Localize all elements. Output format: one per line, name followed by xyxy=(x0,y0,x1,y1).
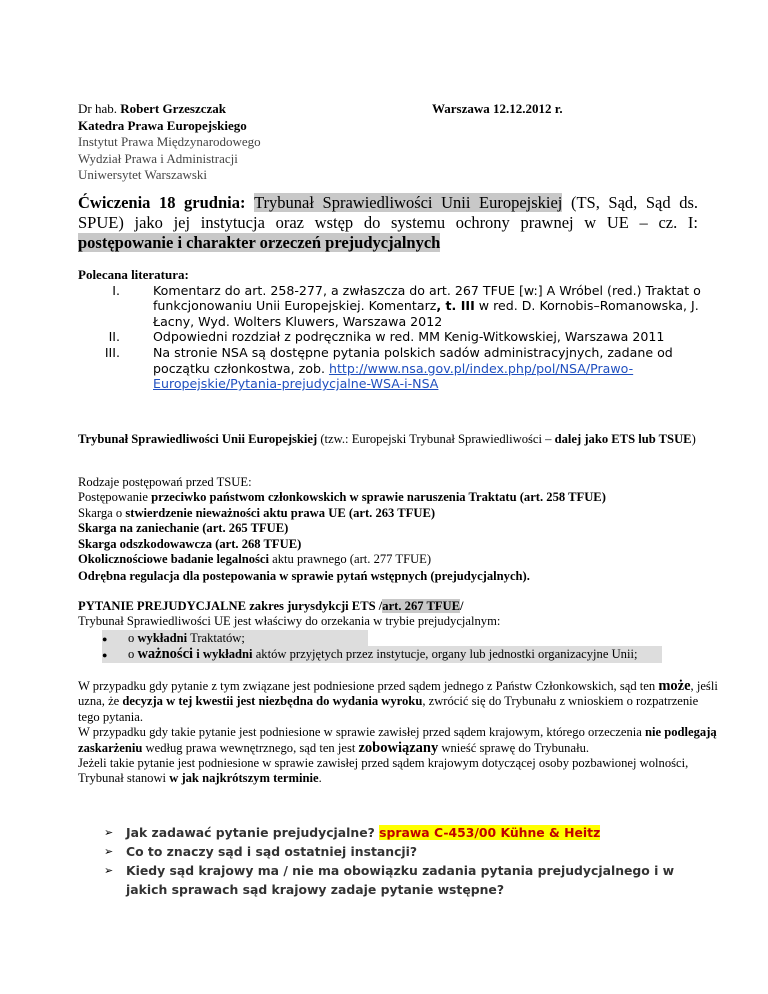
item-text: Komentarz do art. 258-277, a zwłaszcza do art. 267 TFUE [w:] A Wróbel (red.) Traktat o funkcjonowaniu Unii Europejskiej. Komentarz xyxy=(153,282,701,314)
text: W przypadku gdy takie pytanie jest podniesione w sprawie zawisłej przed sądem krajowym, którego orzeczenia xyxy=(78,725,645,740)
arrow-bullet-icon: ➢ xyxy=(104,826,114,839)
text-bold: przeciwko państwom członkowskich w sprawie naruszenia Traktatu (art. 258 TFUE) xyxy=(151,490,606,505)
court-definition xyxy=(78,432,718,447)
text-bold: stwierdzenie nieważności aktu prawa UE (art. 263 TFUE) xyxy=(125,505,436,520)
title-lead: Ćwiczenia 18 grudnia: xyxy=(78,193,255,212)
text-bold: może xyxy=(658,678,691,694)
text: i xyxy=(193,647,203,662)
item-number: I. xyxy=(112,282,120,298)
text-bold: Okolicznościowe badanie legalności xyxy=(78,552,270,567)
text: według prawa wewnętrznego, sąd ten jest xyxy=(142,740,359,755)
text: , jeśli uzna, że xyxy=(78,679,718,709)
text: , zwrócić się do Trybunału z wnioskiem o rozpatrzenie tego pytania. xyxy=(78,694,699,724)
question-item xyxy=(104,861,704,899)
text: W przypadku gdy pytanie z tym związane jest podniesione przed sądem jednego z Państw Członkowskich, sąd ten xyxy=(78,679,659,693)
preliminary-intro: Trybunał Sprawiedliwości UE jest właściwy do orzekania w trybie prejudycjalnym: xyxy=(78,614,501,628)
heading-article: art. 267 TFUE xyxy=(382,599,461,613)
literature-heading: Polecana literatura: xyxy=(78,267,189,282)
nsa-link[interactable]: http://www.nsa.gov.pl/index.php/pol/NSA/Prawo-Europejskie/Pytania-prejudycjalne-WSA-i-NSA xyxy=(153,360,634,392)
arrow-bullet-icon: ➢ xyxy=(104,845,114,858)
department: Katedra Prawa Europejskiego xyxy=(78,117,247,133)
proceedings-heading: Rodzaje postępowań przed TSUE: xyxy=(78,475,252,489)
competence-list xyxy=(102,630,662,663)
title-rest: (TS, Sąd, Sąd ds. SPUE) jako jej instytucja oraz wstęp do systemu ochrony prawnej w UE – cz. I: xyxy=(78,193,698,232)
proceeding-item: Skarga na zaniechanie (art. 265 TFUE) xyxy=(78,521,289,536)
paragraph-may xyxy=(78,679,718,725)
text-bold: ważności xyxy=(137,646,194,663)
title-highlighted: Trybunał Sprawiedliwości Unii Europejskiej xyxy=(254,193,563,212)
faculty: Wydział Prawa i Administracji xyxy=(78,150,238,166)
literature-item xyxy=(78,283,718,330)
author-name: Robert Grzeszczak xyxy=(120,101,227,116)
proceeding-item: Skarga odszkodowawcza (art. 268 TFUE) xyxy=(78,536,302,551)
text-bold: nie podlegają zaskarżeniu xyxy=(78,725,717,755)
proceedings-section xyxy=(78,475,718,567)
arrow-bullet-icon: ➢ xyxy=(104,864,114,877)
author-block xyxy=(78,101,261,184)
court-mid: (tzw.: Europejski Trybunał Sprawiedliwości – xyxy=(317,432,555,446)
paragraph-obliged xyxy=(78,725,718,756)
separate-regulation: Odrębna regulacja dla postepowania w sprawie pytań wstępnych (prejudycjalnych). xyxy=(78,569,530,583)
text-bold: wykładni xyxy=(202,647,253,662)
author-prefix: Dr hab. xyxy=(78,101,121,116)
item-text: Na stronie NSA są dostępne pytania polskich sadów administracyjnych, zadane od początku członkostwa, zob. xyxy=(153,344,673,376)
literature-item xyxy=(78,329,718,345)
question-item xyxy=(104,842,704,861)
text: o xyxy=(128,647,138,662)
author-line xyxy=(78,101,261,118)
text: aktu prawnego (art. 277 TFUE) xyxy=(269,552,432,567)
questions-list xyxy=(104,823,704,899)
preliminary-heading xyxy=(78,599,718,614)
text-bold: w jak najkrótszym terminie xyxy=(169,771,319,786)
text: Kiedy sąd krajowy ma / nie ma obowiązku zadania pytania prejudycjalnego i w jakich sprawach sąd krajowy zadaje pytanie wstępne? xyxy=(126,863,675,897)
item-number: III. xyxy=(104,344,120,360)
proceeding-item xyxy=(78,506,718,521)
competence-item xyxy=(102,630,368,646)
text-bold: decyzja w tej kwestii jest niezbędna do wydania wyroku xyxy=(122,694,423,709)
text: Postępowanie xyxy=(78,490,152,505)
text: Jak zadawać pytanie prejudycjalne? xyxy=(126,825,380,840)
court-end: ) xyxy=(691,432,696,446)
text: o xyxy=(128,631,138,645)
literature-item xyxy=(78,345,718,392)
court-name: Trybunał Sprawiedliwości Unii Europejskiej xyxy=(78,432,318,446)
text: Co to znaczy sąd i sąd ostatniej instancji? xyxy=(126,844,418,859)
court-abbrev: dalej jako ETS lub TSUE xyxy=(554,432,692,446)
preliminary-body xyxy=(78,679,718,787)
literature-section xyxy=(78,267,718,392)
item-number: II. xyxy=(108,329,120,345)
text: Traktatów; xyxy=(187,631,245,645)
question-item xyxy=(104,823,704,842)
proceeding-item xyxy=(78,552,718,567)
paragraph-custody xyxy=(78,756,718,787)
document-date: Warszawa 12.12.2012 r. xyxy=(432,101,563,116)
proceeding-item xyxy=(78,490,718,505)
item-text-bold: , t. III xyxy=(436,298,475,314)
text: Jeżeli takie pytanie jest podniesione w sprawie zawisłej przed sądem krajowym dotyczącej osoby pozbawionej wolności, Trybunał stanowi xyxy=(78,756,689,786)
heading-text: PYTANIE PREJUDYCJALNE zakres jurysdykcji ETS / xyxy=(78,599,383,613)
text: aktów przyjętych przez instytucje, organy lub jednostki organizacyjne Unii; xyxy=(252,647,638,662)
heading-end: / xyxy=(460,599,464,613)
text: wnieść sprawę do Trybunału. xyxy=(438,740,590,755)
university: Uniwersytet Warszawski xyxy=(78,167,208,182)
text: Skarga o xyxy=(78,505,126,520)
case-reference: sprawa C-453/00 Kühne & Heitz xyxy=(379,825,601,840)
text-bold: wykładni xyxy=(137,631,188,645)
title-bold-end: postępowanie i charakter orzeczeń prejudycjalnych xyxy=(78,233,441,252)
item-text: Odpowiedni rozdział z podręcznika w red. MM Kenig-Witkowskiej, Warszawa 2011 xyxy=(153,329,665,345)
institute: Instytut Prawa Międzynarodowego xyxy=(78,134,261,149)
text: . xyxy=(318,771,322,786)
item-text-end: w red. D. Kornobis–Romanowska, J. Łacny, Wyd. Wolters Kluwers, Warszawa 2012 xyxy=(153,298,699,329)
page-title xyxy=(78,193,698,253)
text-bold: zobowiązany xyxy=(358,739,439,756)
competence-item xyxy=(102,646,662,662)
